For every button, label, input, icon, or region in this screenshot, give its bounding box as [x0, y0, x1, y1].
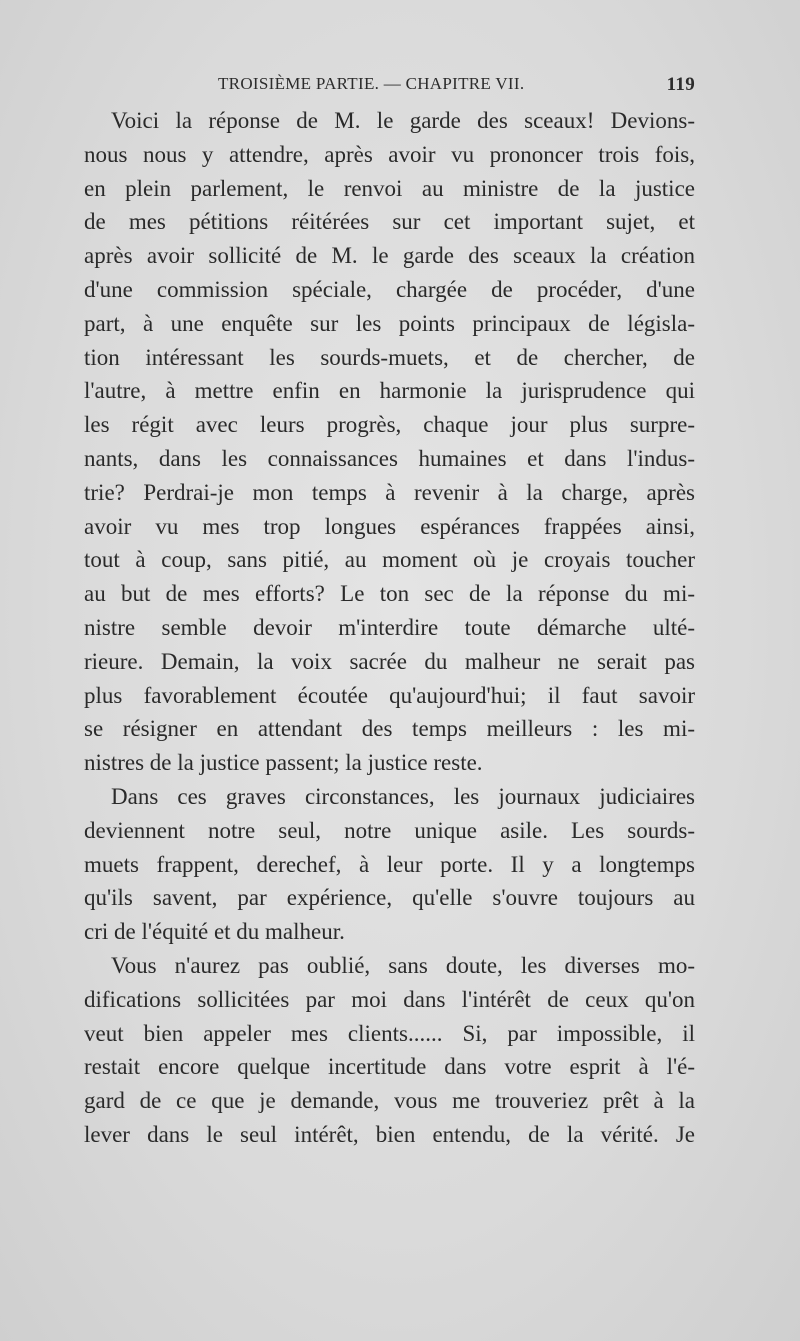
- running-head: TROISIÈME PARTIE. — CHAPITRE VII.: [218, 74, 525, 93]
- text-line: restait encore quelque incertitude dans votre esprit à l'é-: [84, 1054, 695, 1080]
- paragraph-1: [84, 104, 695, 780]
- text-line: au but de mes efforts? Le ton sec de la réponse du mi-: [84, 581, 695, 607]
- text-line: se résigner en attendant des temps meilleurs : les mi-: [84, 716, 695, 742]
- page-header: [84, 74, 695, 102]
- text-line: nous nous y attendre, après avoir vu prononcer trois fois,: [84, 141, 695, 167]
- text-line: difications sollicitées par moi dans l'intérêt de ceux qu'on: [84, 986, 695, 1012]
- text-line: Voici la réponse de M. le garde des sceaux! Devions-: [111, 108, 695, 133]
- paragraph-3: [84, 949, 695, 1152]
- text-line: muets frappent, derechef, à leur porte. Il y a longtemps: [84, 851, 695, 877]
- page-number: 119: [666, 74, 695, 95]
- paragraph-2: [84, 780, 695, 949]
- text-line: avoir vu mes trop longues espérances frappées ainsi,: [84, 513, 695, 539]
- text-line: l'autre, à mettre enfin en harmonie la jurisprudence qui: [84, 378, 695, 404]
- text-line: qu'ils savent, par expérience, qu'elle s'ouvre toujours au: [84, 885, 695, 911]
- text-line: plus favorablement écoutée qu'aujourd'hui; il faut savoir: [84, 682, 695, 708]
- text-line: tout à coup, sans pitié, au moment où je croyais toucher: [84, 547, 695, 573]
- body-text: [84, 104, 695, 1152]
- text-line: rieure. Demain, la voix sacrée du malheur ne serait pas: [84, 648, 695, 674]
- text-line: Dans ces graves circonstances, les journaux judiciaires: [111, 783, 695, 809]
- text-line: les régit avec leurs progrès, chaque jour plus surpre-: [84, 412, 695, 438]
- text-line: de mes pétitions réitérées sur cet important sujet, et: [84, 209, 695, 235]
- text-line: après avoir sollicité de M. le garde des sceaux la création: [84, 243, 695, 269]
- text-line: cri de l'équité et du malheur.: [84, 919, 345, 945]
- text-line: lever dans le seul intérêt, bien entendu, de la vérité. Je: [84, 1121, 695, 1147]
- text-line: tion intéressant les sourds-muets, et de chercher, de: [84, 344, 695, 370]
- text-line: Vous n'aurez pas oublié, sans doute, les diverses mo-: [111, 952, 695, 978]
- text-line: d'une commission spéciale, chargée de procéder, d'une: [84, 276, 695, 302]
- text-line: trie? Perdrai-je mon temps à revenir à la charge, après: [84, 479, 695, 505]
- text-line: veut bien appeler mes clients...... Si, par impossible, il: [84, 1020, 695, 1046]
- text-line: en plein parlement, le renvoi au ministre de la justice: [84, 175, 695, 201]
- text-line: part, à une enquête sur les points principaux de législa-: [84, 310, 695, 336]
- text-line: nants, dans les connaissances humaines et dans l'indus-: [84, 445, 695, 471]
- text-line: nistres de la justice passent; la justice reste.: [84, 750, 483, 776]
- text-line: nistre semble devoir m'interdire toute démarche ulté-: [84, 614, 695, 640]
- text-line: gard de ce que je demande, vous me trouveriez prêt à la: [84, 1088, 695, 1114]
- text-line: deviennent notre seul, notre unique asile. Les sourds-: [84, 817, 695, 843]
